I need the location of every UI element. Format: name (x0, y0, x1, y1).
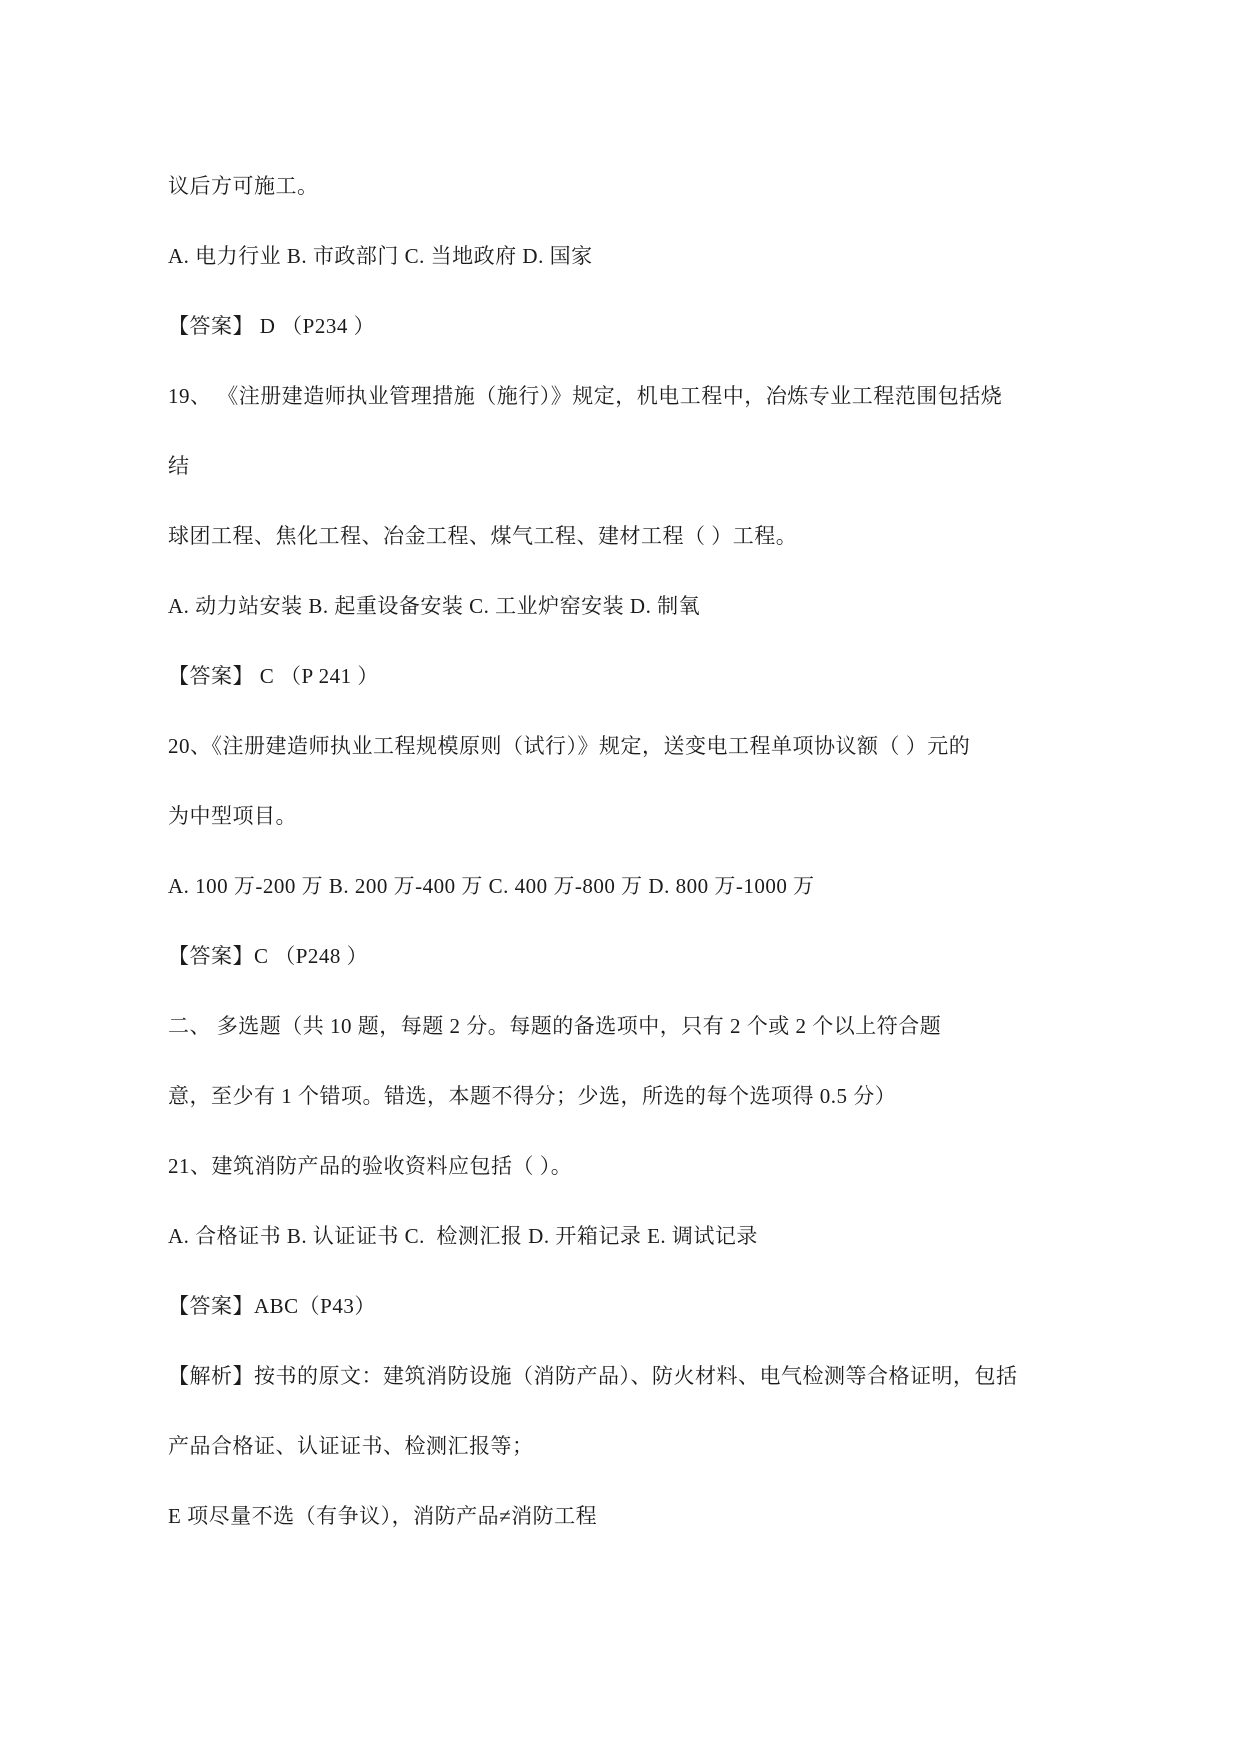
question-21-answer: 【答案】ABC（P43） (168, 1294, 376, 1318)
question-19-answer: 【答案】 C （P 241 ） (168, 664, 379, 688)
question-20-answer: 【答案】C （P248 ） (168, 944, 369, 968)
question-20-stem-line-1: 20、《注册建造师执业工程规模原则（试行）》规定，送变电工程单项协议额（ ）元的 (168, 734, 971, 758)
section-2-header-line-2: 意，至少有 1 个错项。错选，本题不得分；少选，所选的每个选项得 0.5 分） (168, 1084, 897, 1108)
question-20-options: A. 100 万-200 万 B. 200 万-400 万 C. 400 万-800 万 D. 800 万-1000 万 (168, 874, 815, 898)
question-18-stem-continuation: 议后方可施工。 (168, 174, 319, 198)
question-19-stem-line-1: 19、 《注册建造师执业管理措施（施行）》规定，机电工程中，冶炼专业工程范围包括烧 (168, 384, 1003, 408)
question-18-options: A. 电力行业 B. 市政部门 C. 当地政府 D. 国家 (168, 244, 593, 268)
question-21-analysis-line-1: 【解析】按书的原文：建筑消防设施（消防产品）、防火材料、电气检测等合格证明，包括 (168, 1364, 1018, 1388)
question-20-stem-line-2: 为中型项目。 (168, 804, 297, 828)
question-21-analysis-line-3: E 项尽量不选（有争议），消防产品≠消防工程 (168, 1504, 598, 1528)
question-21-options: A. 合格证书 B. 认证证书 C. 检测汇报 D. 开箱记录 E. 调试记录 (168, 1224, 758, 1248)
question-19-stem-line-2: 结 (168, 454, 190, 478)
section-2-header-line-1: 二、 多选题（共 10 题，每题 2 分。每题的备选项中，只有 2 个或 2 个以上符合题 (168, 1014, 942, 1038)
question-19-options: A. 动力站安装 B. 起重设备安装 C. 工业炉窑安装 D. 制氧 (168, 594, 701, 618)
question-19-stem-line-3: 球团工程、焦化工程、冶金工程、煤气工程、建材工程（ ）工程。 (168, 524, 798, 548)
question-21-analysis-line-2: 产品合格证、认证证书、检测汇报等； (168, 1434, 534, 1458)
question-18-answer: 【答案】 D （P234 ） (168, 314, 376, 338)
question-21-stem: 21、建筑消防产品的验收资料应包括（ ）。 (168, 1154, 573, 1178)
